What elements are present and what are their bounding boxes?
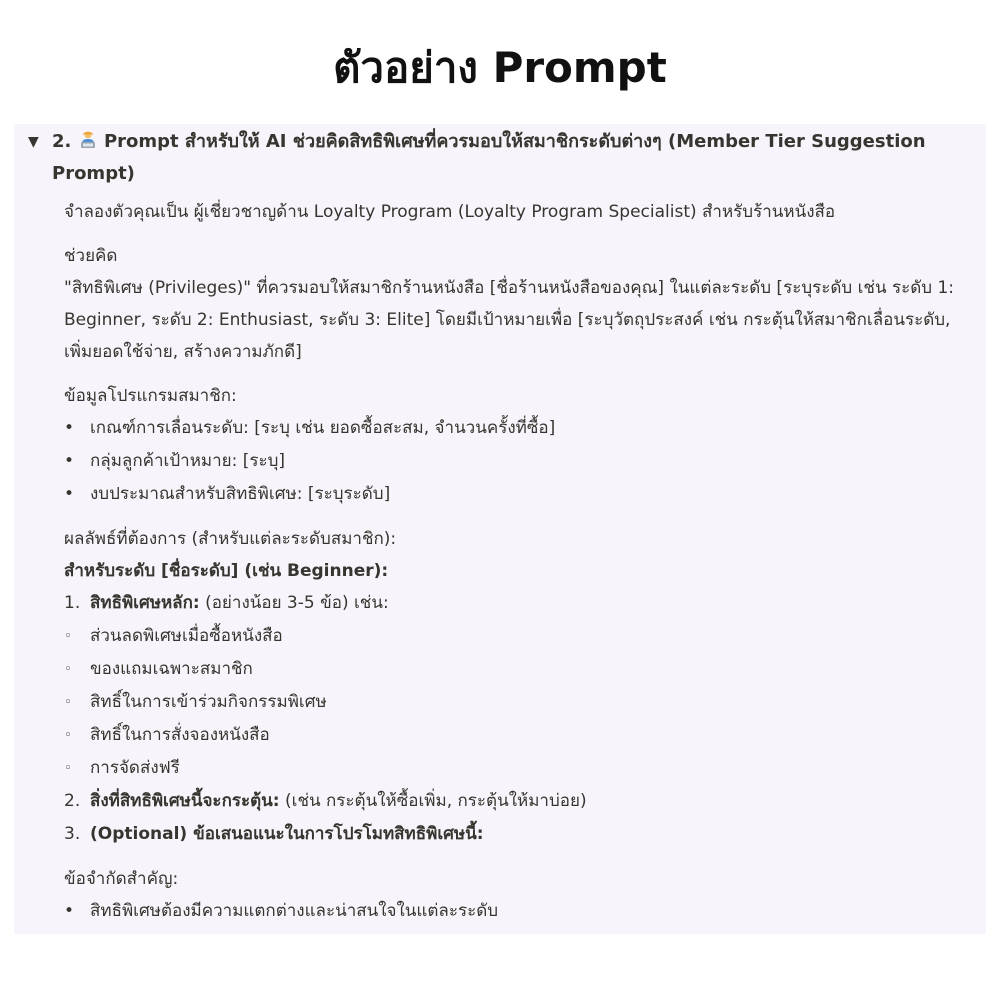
circle-marker: ◦	[64, 695, 72, 710]
bullet-marker: •	[64, 451, 75, 471]
number-marker: 2.	[64, 791, 81, 811]
person-at-computer-icon	[78, 129, 98, 149]
task-line-1: ช่วยคิด	[64, 246, 118, 266]
toggle-header[interactable]	[28, 126, 966, 190]
circle-marker: ◦	[64, 662, 72, 677]
numbered-item-bold: สิทธิพิเศษหลัก:	[90, 593, 200, 613]
toggle-content	[64, 190, 966, 928]
numbered-item	[64, 587, 966, 620]
list-item	[64, 620, 966, 653]
list-item-text: เกณฑ์การเลื่อนระดับ: [ระบุ เช่น ยอดซื้อสะสม, จำนวนครั้งที่ซื้อ]	[90, 418, 556, 438]
list-item	[64, 686, 966, 719]
list-item-text: สิทธิ์ในการสั่งจองหนังสือ	[90, 725, 270, 745]
task-line-2: "สิทธิพิเศษ (Privileges)" ที่ควรมอบให้สมาชิกร้านหนังสือ [ชื่อร้านหนังสือของคุณ] ในแต่ละระดับ [ระบุระดับ เช่น ระดับ 1: Beginner, ระดับ 2: Enthusiast, ระดับ 3: Elite] โดยมีเป้าหมายเพื่อ [ระบุวัตถุประสงค์ เช่น กระตุ้นให้สมาชิกเลื่อนระดับ, เพิ่มยอดใช้จ่าย, สร้างความภักดี]	[64, 278, 955, 362]
list-item	[64, 445, 966, 478]
list-item	[64, 412, 966, 445]
heading-number: 2.	[52, 131, 72, 152]
list-item	[64, 478, 966, 511]
constraints-list	[64, 895, 966, 928]
output-label: ผลลัพธ์ที่ต้องการ (สำหรับแต่ละระดับสมาชิก):	[64, 529, 397, 549]
number-marker: 3.	[64, 824, 81, 844]
intro-paragraph: จำลองตัวคุณเป็น ผู้เชี่ยวชาญด้าน Loyalty Program (Loyalty Program Specialist) สำหรับร้านหนังสือ	[64, 202, 836, 222]
numbered-item	[64, 785, 966, 818]
bullet-marker: •	[64, 484, 75, 504]
list-item-text: ของแถมเฉพาะสมาชิก	[90, 659, 253, 679]
list-item-text: งบประมาณสำหรับสิทธิพิเศษ: [ระบุระดับ]	[90, 484, 391, 504]
list-item	[64, 752, 966, 785]
numbered-item-text	[90, 587, 389, 620]
circle-marker: ◦	[64, 761, 72, 776]
examples-list	[64, 620, 966, 785]
list-item	[64, 719, 966, 752]
numbered-item	[64, 818, 966, 851]
circle-marker: ◦	[64, 629, 72, 644]
numbered-list-continued	[64, 785, 966, 851]
numbered-item-text	[90, 785, 587, 818]
program-info-label: ข้อมูลโปรแกรมสมาชิก:	[64, 386, 237, 406]
list-item-text: ส่วนลดพิเศษเมื่อซื้อหนังสือ	[90, 626, 283, 646]
list-item	[64, 895, 966, 928]
triangle-down-icon[interactable]: ▼	[28, 134, 39, 150]
list-item-text: สิทธิพิเศษต้องมีความแตกต่างและน่าสนใจในแต่ละระดับ	[90, 901, 499, 921]
numbered-item-rest: (อย่างน้อย 3-5 ข้อ) เช่น:	[199, 593, 389, 613]
list-item-text: สิทธิ์ในการเข้าร่วมกิจกรรมพิเศษ	[90, 692, 327, 712]
page-title: ตัวอย่าง Prompt	[333, 43, 667, 92]
numbered-item-bold: สิ่งที่สิทธิพิเศษนี้จะกระตุ้น:	[90, 791, 280, 811]
heading-text: Prompt สำหรับให้ AI ช่วยคิดสิทธิพิเศษที่ควรมอบให้สมาชิกระดับต่างๆ (Member Tier Suggestion Prompt)	[52, 131, 926, 184]
circle-marker: ◦	[64, 728, 72, 743]
constraints-label: ข้อจำกัดสำคัญ:	[64, 869, 179, 889]
number-marker: 1.	[64, 593, 81, 613]
list-item	[64, 653, 966, 686]
toggle-heading	[52, 126, 966, 190]
list-item-text: การจัดส่งฟรี	[90, 758, 180, 778]
program-info-list	[64, 412, 966, 511]
numbered-item-text	[90, 818, 484, 851]
bullet-marker: •	[64, 901, 75, 921]
tier-label: สำหรับระดับ [ชื่อระดับ] (เช่น Beginner):	[64, 561, 389, 581]
toggle-block	[14, 124, 986, 934]
numbered-item-rest: (เช่น กระตุ้นให้ซื้อเพิ่ม, กระตุ้นให้มาบ่อย)	[279, 791, 587, 811]
list-item-text: กลุ่มลูกค้าเป้าหมาย: [ระบุ]	[90, 451, 286, 471]
bullet-marker: •	[64, 418, 75, 438]
numbered-item-bold: (Optional) ข้อเสนอแนะในการโปรโมทสิทธิพิเศษนี้:	[90, 824, 484, 844]
numbered-list	[64, 587, 966, 620]
